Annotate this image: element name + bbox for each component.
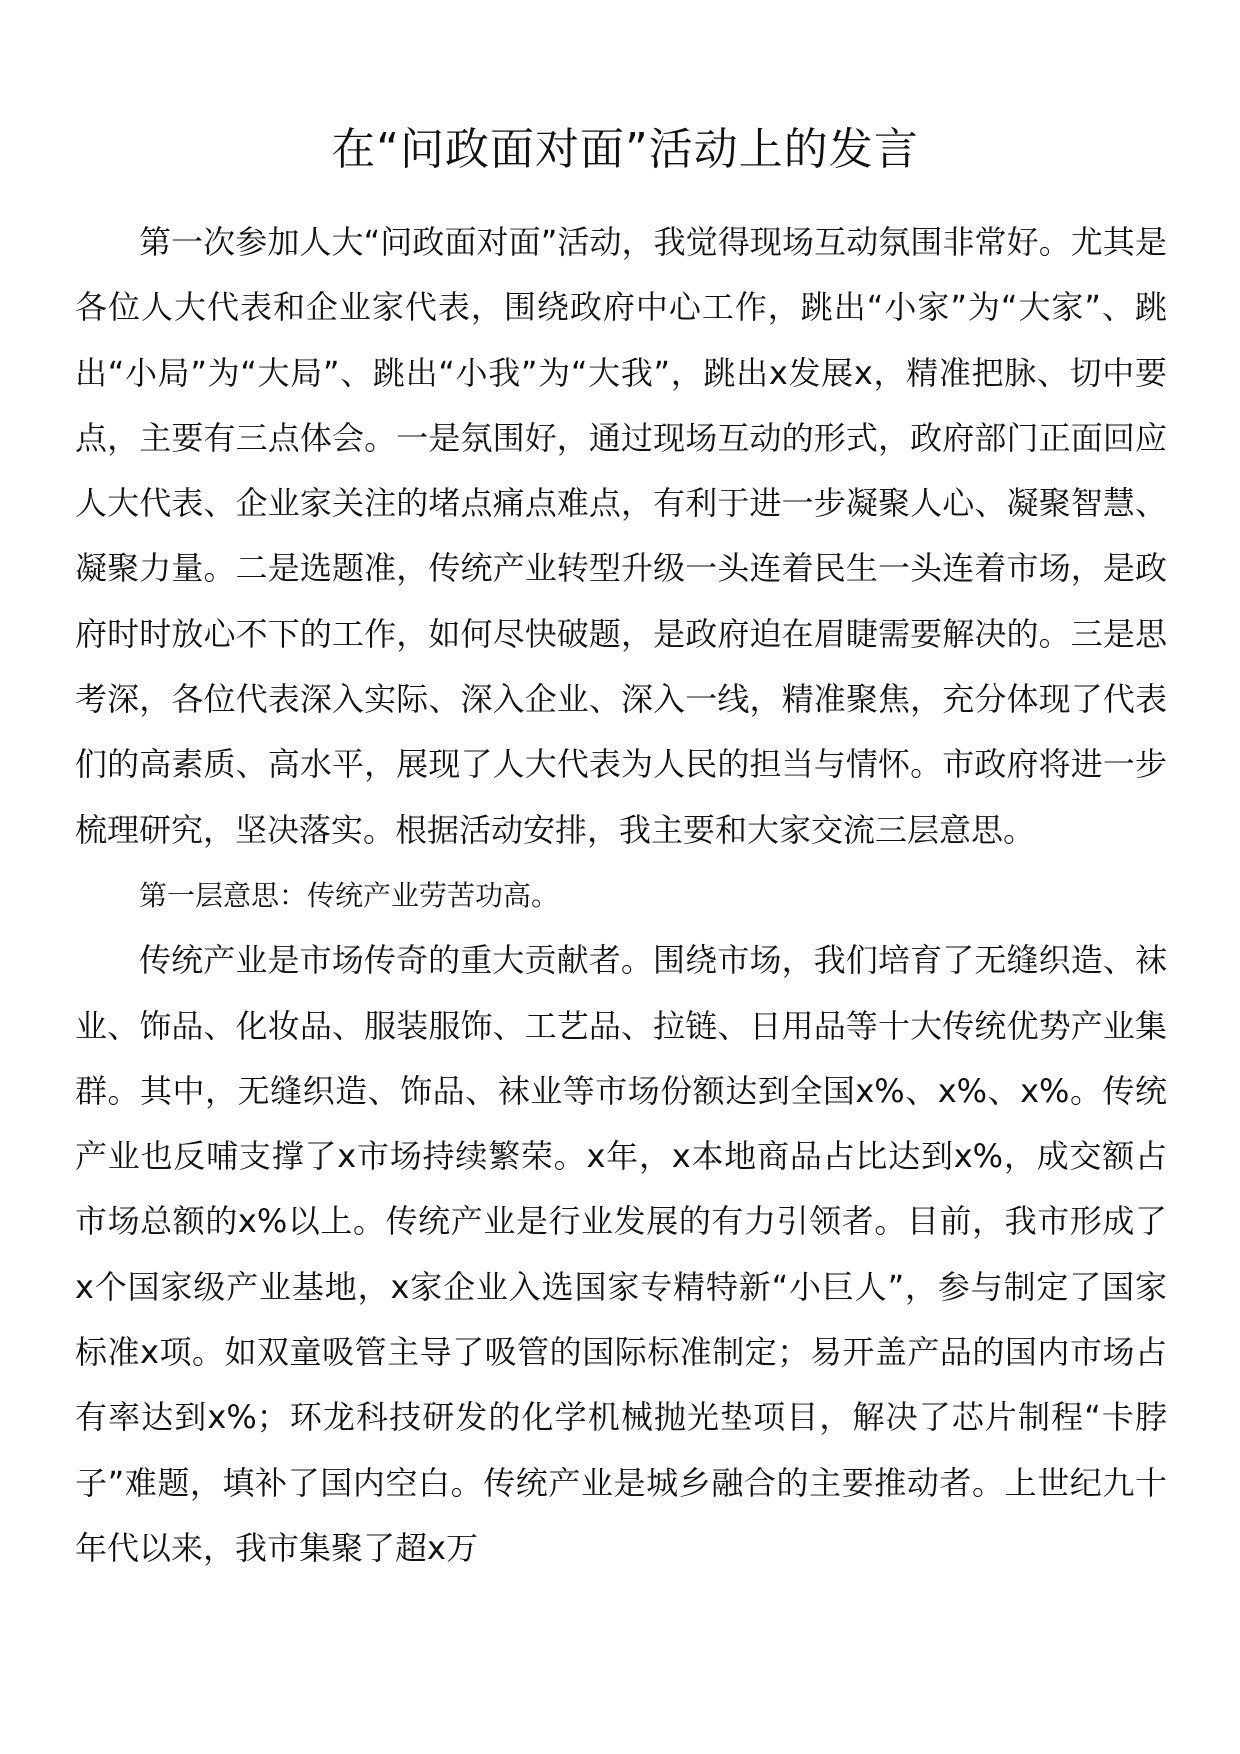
paragraph-intro: 第一次参加人大“问政面对面”活动，我觉得现场互动氛围非常好。尤其是各位人大代表和企业家代表，围绕政府中心工作，跳出“小家”为“大家”、跳出“小局”为“大局”、跳出“小我”为“大我”，跳出x发展x，精准把脉、切中要点，主要有三点体会。一是氛围好，通过现场互动的形式，政府部门正面回应人大代表、企业家关注的堵点痛点难点，有利于进一步凝聚人心、凝聚智慧、凝聚力量。二是选题准，传统产业转型升级一头连着民生一头连着市场，是政府时时放心不下的工作，如何尽快破题，是政府迫在眉睫需要解决的。三是思考深，各位代表深入实际、深入企业、深入一线，精准聚焦，充分体现了代表们的高素质、高水平，展现了人大代表为人民的担当与情怀。市政府将进一步梳理研究，坚决落实。根据活动安排，我主要和大家交流三层意思。 xyxy=(75,223,1167,849)
document-body xyxy=(75,210,1167,1581)
paragraph-section-heading: 第一层意思：传统产业劳苦功高。 xyxy=(139,878,560,912)
paragraph-traditional-industry: 传统产业是市场传奇的重大贡献者。围绕市场，我们培育了无缝织造、袜业、饰品、化妆品、服装服饰、工艺品、拉链、日用品等十大传统优势产业集群。其中，无缝织造、饰品、袜业等市场份额达到全国x%、x%、x%。传统产业也反哺支撑了x市场持续繁荣。x年，x本地商品占比达到x%，成交额占市场总额的x%以上。传统产业是行业发展的有力引领者。目前，我市形成了x个国家级产业基地，x家企业入选国家专精特新“小巨人”，参与制定了国家标准x项。如双童吸管主导了吸管的国际标准制定；易开盖产品的国内市场占有率达到x%；环龙科技研发的化学机械抛光垫项目，解决了芯片制程“卡脖子”难题，填补了国内空白。传统产业是城乡融合的主要推动者。上世纪九十年代以来，我市集聚了超x万 xyxy=(75,941,1167,1567)
document-page xyxy=(75,110,1167,1581)
document-title: 在“问政面对面”活动上的发言 xyxy=(331,124,919,175)
